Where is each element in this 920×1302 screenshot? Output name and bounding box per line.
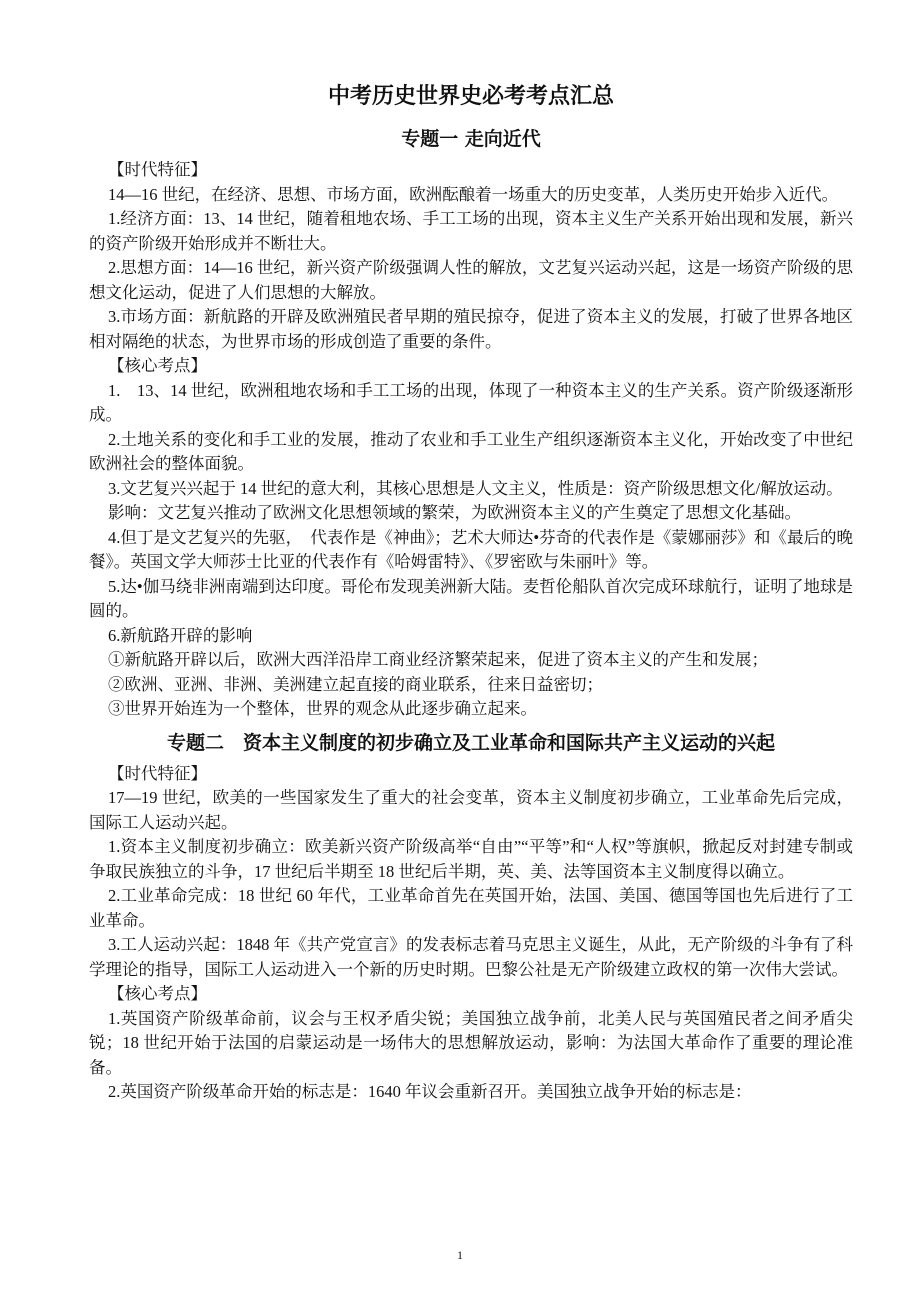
paragraph: 影响：文艺复兴推动了欧洲文化思想领域的繁荣，为欧洲资本主义的产生奠定了思想文化基础。 [108,503,801,522]
paragraph: ①新航路开辟以后，欧洲大西洋沿岸工商业经济繁荣起来，促进了资本主义的产生和发展； [108,650,768,669]
paragraph: 1.经济方面：13、14 世纪，随着租地农场、手工工场的出现，资本主义生产关系开始出现和发展，新兴的资产阶级开始形成并不断壮大。 [89,209,853,253]
paragraph: 2.土地关系的变化和手工业的发展，推动了农业和手工业生产组织逐渐资本主义化，开始改变了中世纪欧洲社会的整体面貌。 [89,429,853,473]
section-label: 【核心考点】 [108,984,207,1003]
paragraph: 5.达•伽马绕非洲南端到达印度。哥伦布发现美洲新大陆。麦哲伦船队首次完成环球航行，证明了地球是圆的。 [89,576,853,620]
paragraph: ②欧洲、亚洲、非洲、美洲建立起直接的商业联系，往来日益密切； [108,674,603,694]
section1-body [89,158,853,722]
section2-body [89,762,853,1105]
paragraph: 1.英国资产阶级革命前，议会与王权矛盾尖锐；美国独立战争前，北美人民与英国殖民者之间矛盾尖锐；18 世纪开始于法国的启蒙运动是一场伟大的思想解放运动，影响：为法国大革命作了重要的理论准备。 [89,1008,853,1077]
paragraph: 1.资本主义制度初步确立：欧美新兴资产阶级高举“自由”“平等”和“人权”等旗帜，掀起反对封建专制或争取民族独立的斗争，17 世纪后半期至 18 世纪后半期，英、美、法等国资本主义制度得以确立。 [89,837,853,881]
paragraph: 2.工业革命完成：18 世纪 60 年代，工业革命首先在英国开始，法国、美国、德国等国也先后进行了工业革命。 [89,886,853,930]
paragraph: 1. 13、14 世纪，欧洲租地农场和手工工场的出现，体现了一种资本主义的生产关系。资产阶级逐渐形成。 [89,380,853,424]
paragraph: 17—19 世纪，欧美的一些国家发生了重大的社会变革，资本主义制度初步确立，工业革命先后完成，国际工人运动兴起。 [89,788,853,832]
paragraph: ③世界开始连为一个整体，世界的观念从此逐步确立起来。 [108,699,537,718]
section-label: 【核心考点】 [108,356,207,375]
document-title: 中考历史世界史必考考点汇总 [327,84,614,109]
section-label: 【时代特征】 [108,763,207,783]
page-number: 1 [457,1248,463,1262]
paragraph: 2.思想方面：14—16 世纪，新兴资产阶级强调人性的解放，文艺复兴运动兴起，这是一场资产阶级的思想文化运动，促进了人们思想的大解放。 [89,258,853,302]
paragraph: 4.但丁是文艺复兴的先驱， 代表作是《神曲》；艺术大师达•芬奇的代表作是《蒙娜丽莎》和《最后的晚餐》。英国文学大师莎士比亚的代表作有《哈姆雷特》、《罗密欧与朱丽叶》等。 [89,527,853,571]
paragraph: 3.市场方面：新航路的开辟及欧洲殖民者早期的殖民掠夺，促进了资本主义的发展，打破了世界各地区相对隔绝的状态，为世界市场的形成创造了重要的条件。 [89,307,853,351]
paragraph: 2.英国资产阶级革命开始的标志是：1640 年议会重新召开。美国独立战争开始的标志是： [108,1082,752,1101]
paragraph: 6.新航路开辟的影响 [108,625,253,645]
paragraph: 3.工人运动兴起：1848 年《共产党宣言》的发表标志着马克思主义诞生，从此，无产阶级的斗争有了科学理论的指导，国际工人运动进入一个新的历史时期。巴黎公社是无产阶级建立政权的第一次伟大尝试。 [89,935,853,979]
paragraph: 14—16 世纪，在经济、思想、市场方面，欧洲酝酿着一场重大的历史变革，人类历史开始步入近代。 [108,184,839,204]
section-label: 【时代特征】 [108,160,207,179]
section2-heading: 专题二 资本主义制度的初步确立及工业革命和国际共产主义运动的兴起 [166,731,775,754]
paragraph: 3.文艺复兴兴起于 14 世纪的意大利，其核心思想是人文主义，性质是：资产阶级思想文化/解放运动。 [108,478,843,498]
document-page [89,80,853,1105]
section1-heading: 专题一 走向近代 [401,128,541,150]
